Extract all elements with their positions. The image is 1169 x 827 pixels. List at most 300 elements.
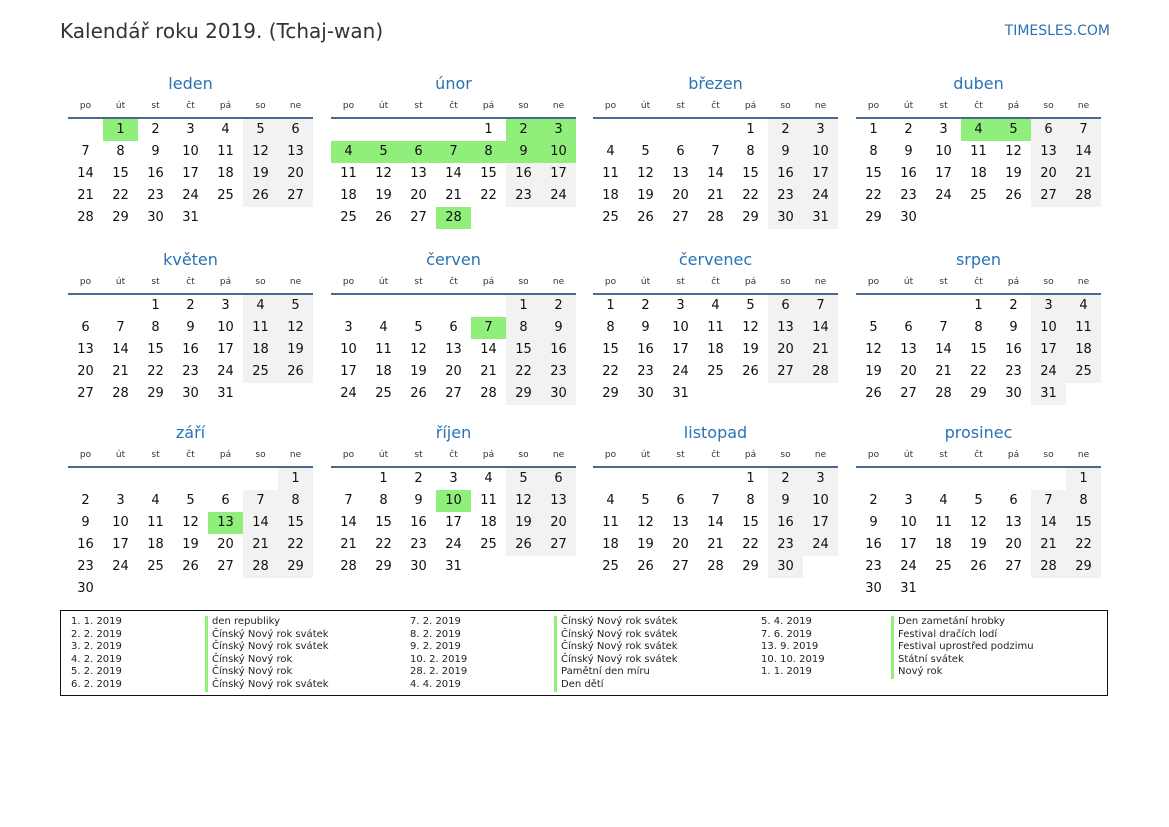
day-cell: 8 — [116, 144, 125, 159]
day-cell: 9 — [1009, 320, 1018, 335]
weekday-label: pá — [744, 450, 757, 460]
day-cell: 13 — [672, 166, 689, 181]
day-cell: 24 — [672, 364, 689, 379]
day-cell: 5 — [278, 295, 313, 317]
day-cell: 16 — [147, 166, 164, 181]
legend-date: 6. 2. 2019 — [71, 678, 122, 690]
day-spacer — [436, 295, 471, 317]
legend-holiday-name: Den dětí — [554, 679, 678, 692]
day-cell: 2 — [904, 122, 913, 137]
month-calendar — [856, 422, 1101, 600]
day-cell: 7 — [803, 295, 838, 317]
day-cell-holiday: 9 — [506, 141, 541, 163]
weekday-label: ne — [289, 101, 302, 111]
weekday-label: st — [939, 277, 948, 287]
day-cell: 13 — [541, 490, 576, 512]
month-calendar — [856, 249, 1101, 405]
day-cell: 11 — [217, 144, 234, 159]
weekday-label: po — [342, 277, 355, 287]
weekday-label: st — [939, 101, 948, 111]
day-cell: 22 — [865, 188, 882, 203]
day-cell: 14 — [480, 342, 497, 357]
day-cell: 3 — [803, 119, 838, 141]
day-cell: 12 — [1005, 144, 1022, 159]
day-cell: 21 — [1066, 163, 1101, 185]
weekday-label: po — [342, 101, 355, 111]
weekday-label: po — [604, 277, 617, 287]
day-cell: 5 — [414, 320, 423, 335]
day-cell: 14 — [935, 342, 952, 357]
weekday-label: so — [1043, 101, 1054, 111]
weekday-label: pá — [744, 101, 757, 111]
day-cell: 6 — [1009, 493, 1018, 508]
day-cell: 16 — [637, 342, 654, 357]
day-cell: 30 — [900, 210, 917, 225]
day-cell: 15 — [278, 512, 313, 534]
legend-date-column — [761, 616, 825, 679]
day-cell: 17 — [340, 364, 357, 379]
day-cell: 6 — [768, 295, 803, 317]
day-cell: 12 — [865, 342, 882, 357]
day-cell: 22 — [480, 188, 497, 203]
day-cell: 26 — [375, 210, 392, 225]
day-cell: 14 — [1066, 141, 1101, 163]
day-cell: 13 — [900, 342, 917, 357]
weekday-label: čt — [449, 450, 458, 460]
day-cell: 29 — [278, 556, 313, 578]
day-cell: 26 — [637, 559, 654, 574]
day-cell: 21 — [707, 537, 724, 552]
day-cell: 7 — [1031, 490, 1066, 512]
weekday-label: po — [604, 450, 617, 460]
day-grid — [68, 468, 313, 600]
weekday-label: po — [867, 450, 880, 460]
day-cell: 2 — [186, 298, 195, 313]
month-name: květen — [163, 250, 218, 269]
day-cell: 11 — [970, 144, 987, 159]
day-cell: 4 — [606, 493, 615, 508]
day-cell: 23 — [637, 364, 654, 379]
weekday-label: pá — [1007, 277, 1020, 287]
day-cell: 1 — [278, 468, 313, 490]
day-cell: 3 — [939, 122, 948, 137]
day-cell: 14 — [803, 317, 838, 339]
day-cell: 5 — [974, 493, 983, 508]
day-cell: 9 — [641, 320, 650, 335]
weekday-label: ne — [552, 101, 565, 111]
weekday-header — [331, 95, 576, 119]
month-name: červenec — [678, 250, 753, 269]
legend-holiday-name: Čínský Nový rok svátek — [554, 629, 678, 642]
weekday-label: út — [640, 277, 651, 287]
day-cell: 17 — [803, 512, 838, 534]
day-cell: 26 — [182, 559, 199, 574]
weekday-label: st — [676, 277, 685, 287]
weekday-header — [593, 95, 838, 119]
day-cell: 23 — [768, 185, 803, 207]
day-cell: 16 — [865, 537, 882, 552]
day-cell-holiday: 4 — [331, 141, 366, 163]
day-cell: 9 — [186, 320, 195, 335]
day-cell-holiday: 10 — [436, 490, 471, 512]
day-grid — [593, 295, 838, 405]
legend-date: 10. 10. 2019 — [761, 653, 825, 665]
day-cell: 12 — [742, 320, 759, 335]
weekday-label: so — [780, 101, 791, 111]
weekday-label: so — [255, 101, 266, 111]
day-cell: 28 — [340, 559, 357, 574]
legend-holiday-name: Čínský Nový rok svátek — [554, 654, 678, 667]
day-spacer — [68, 119, 103, 141]
day-cell-holiday: 1 — [103, 119, 138, 141]
day-cell: 17 — [935, 166, 952, 181]
month-calendar — [331, 73, 576, 229]
day-cell: 9 — [151, 144, 160, 159]
day-cell: 12 — [637, 515, 654, 530]
legend-holiday-name: Den zametání hrobky — [891, 616, 1034, 629]
weekday-label: út — [378, 450, 389, 460]
day-spacer — [663, 119, 698, 141]
day-cell: 12 — [637, 166, 654, 181]
day-cell: 30 — [865, 581, 882, 596]
weekday-header — [68, 271, 313, 295]
day-cell: 17 — [182, 166, 199, 181]
day-cell: 15 — [112, 166, 129, 181]
legend-date: 8. 2. 2019 — [410, 628, 461, 640]
day-cell-holiday: 5 — [996, 119, 1031, 141]
legend-date: 7. 2. 2019 — [410, 616, 461, 627]
day-cell: 9 — [869, 515, 878, 530]
day-cell: 26 — [1005, 188, 1022, 203]
legend-holiday-name: Festival dračích lodí — [891, 629, 1034, 642]
day-cell: 19 — [506, 512, 541, 534]
weekday-label: čt — [711, 101, 720, 111]
day-cell: 13 — [278, 141, 313, 163]
weekday-label: čt — [449, 101, 458, 111]
day-cell: 21 — [480, 364, 497, 379]
day-cell: 31 — [1031, 383, 1066, 405]
day-cell: 29 — [375, 559, 392, 574]
weekday-label: út — [903, 277, 914, 287]
day-cell: 21 — [77, 188, 94, 203]
weekday-label: pá — [482, 450, 495, 460]
day-cell-holiday: 2 — [506, 119, 541, 141]
weekday-label: st — [676, 101, 685, 111]
day-cell: 2 — [81, 493, 90, 508]
month-calendar — [593, 73, 838, 229]
day-cell: 6 — [221, 493, 230, 508]
weekday-label: so — [518, 101, 529, 111]
day-cell: 9 — [768, 141, 803, 163]
day-spacer — [471, 295, 506, 317]
day-cell: 6 — [278, 119, 313, 141]
day-cell: 12 — [278, 317, 313, 339]
day-cell: 13 — [672, 515, 689, 530]
day-grid — [68, 119, 313, 229]
day-cell: 10 — [340, 342, 357, 357]
day-cell: 5 — [186, 493, 195, 508]
holiday-legend — [60, 610, 1108, 696]
day-cell: 13 — [1031, 141, 1066, 163]
day-cell: 18 — [935, 537, 952, 552]
weekday-label: st — [151, 277, 160, 287]
day-cell-holiday: 7 — [436, 141, 471, 163]
day-cell: 1 — [974, 298, 983, 313]
day-spacer — [698, 119, 733, 141]
day-cell: 19 — [970, 537, 987, 552]
day-cell: 1 — [746, 471, 755, 486]
day-spacer — [331, 119, 366, 141]
day-cell: 23 — [1005, 364, 1022, 379]
day-cell: 7 — [939, 320, 948, 335]
day-cell: 18 — [217, 166, 234, 181]
day-cell: 8 — [869, 144, 878, 159]
day-cell: 22 — [112, 188, 129, 203]
day-spacer — [103, 295, 138, 317]
weekday-label: so — [255, 450, 266, 460]
day-cell: 28 — [803, 361, 838, 383]
day-cell: 3 — [904, 493, 913, 508]
day-cell: 23 — [768, 534, 803, 556]
weekday-label: út — [115, 101, 126, 111]
day-cell: 1 — [606, 298, 615, 313]
day-cell: 21 — [243, 534, 278, 556]
day-cell: 19 — [865, 364, 882, 379]
day-cell: 7 — [344, 493, 353, 508]
day-cell: 8 — [379, 493, 388, 508]
day-cell: 4 — [379, 320, 388, 335]
day-cell: 4 — [484, 471, 493, 486]
weekday-label: st — [414, 101, 423, 111]
day-cell: 1 — [746, 122, 755, 137]
day-cell: 2 — [768, 119, 803, 141]
day-cell: 24 — [935, 188, 952, 203]
day-cell: 17 — [445, 515, 462, 530]
day-cell: 27 — [445, 386, 462, 401]
day-spacer — [1031, 468, 1066, 490]
day-cell: 31 — [445, 559, 462, 574]
day-cell: 22 — [742, 188, 759, 203]
day-cell: 11 — [375, 342, 392, 357]
day-cell: 13 — [768, 317, 803, 339]
day-cell: 7 — [711, 144, 720, 159]
day-cell: 27 — [278, 185, 313, 207]
day-cell: 5 — [641, 144, 650, 159]
day-cell: 21 — [935, 364, 952, 379]
day-cell: 31 — [672, 386, 689, 401]
month-name: říjen — [435, 423, 472, 442]
day-cell: 29 — [742, 210, 759, 225]
day-cell: 23 — [182, 364, 199, 379]
weekday-label: po — [79, 277, 92, 287]
day-cell: 21 — [340, 537, 357, 552]
day-cell: 15 — [742, 166, 759, 181]
month-calendar — [68, 73, 313, 229]
day-cell: 22 — [970, 364, 987, 379]
weekday-label: pá — [1007, 450, 1020, 460]
day-cell: 18 — [602, 537, 619, 552]
day-cell: 8 — [1066, 490, 1101, 512]
day-cell: 8 — [974, 320, 983, 335]
day-cell: 20 — [768, 339, 803, 361]
day-cell: 20 — [1031, 163, 1066, 185]
day-spacer — [856, 468, 891, 490]
day-cell: 14 — [112, 342, 129, 357]
day-cell: 18 — [1066, 339, 1101, 361]
weekday-label: st — [414, 277, 423, 287]
weekday-label: so — [780, 277, 791, 287]
day-cell-holiday: 7 — [471, 317, 506, 339]
weekday-label: po — [79, 450, 92, 460]
day-cell: 25 — [480, 537, 497, 552]
day-spacer — [663, 468, 698, 490]
day-spacer — [628, 119, 663, 141]
day-cell: 22 — [506, 361, 541, 383]
day-cell: 9 — [904, 144, 913, 159]
day-cell: 19 — [742, 342, 759, 357]
day-cell: 8 — [151, 320, 160, 335]
day-cell: 31 — [182, 210, 199, 225]
day-cell: 27 — [217, 559, 234, 574]
legend-date: 7. 6. 2019 — [761, 628, 812, 640]
weekday-label: so — [518, 450, 529, 460]
day-cell: 28 — [1031, 556, 1066, 578]
weekday-label: čt — [186, 450, 195, 460]
day-cell: 21 — [112, 364, 129, 379]
day-spacer — [173, 468, 208, 490]
month-name: srpen — [955, 250, 1002, 269]
weekday-header — [856, 271, 1101, 295]
day-cell: 13 — [77, 342, 94, 357]
day-spacer — [891, 295, 926, 317]
weekday-label: út — [903, 450, 914, 460]
legend-date: 13. 9. 2019 — [761, 641, 819, 653]
day-cell: 25 — [340, 210, 357, 225]
day-cell: 27 — [900, 386, 917, 401]
day-cell: 5 — [641, 493, 650, 508]
day-cell: 27 — [77, 386, 94, 401]
weekday-label: čt — [711, 277, 720, 287]
day-cell: 16 — [410, 515, 427, 530]
weekday-header — [856, 444, 1101, 468]
day-cell: 9 — [81, 515, 90, 530]
day-cell: 17 — [803, 163, 838, 185]
day-cell: 4 — [606, 144, 615, 159]
legend-date-column — [410, 616, 467, 692]
day-cell: 7 — [711, 493, 720, 508]
day-cell: 10 — [1031, 317, 1066, 339]
day-cell: 3 — [116, 493, 125, 508]
day-spacer — [366, 295, 401, 317]
legend-holiday-name: den republiky — [205, 616, 329, 629]
day-cell: 4 — [939, 493, 948, 508]
day-cell: 29 — [970, 386, 987, 401]
weekday-label: čt — [186, 277, 195, 287]
day-cell: 11 — [243, 317, 278, 339]
site-link[interactable]: TIMESLES.COM — [1004, 23, 1110, 39]
day-cell: 23 — [506, 185, 541, 207]
day-cell: 22 — [602, 364, 619, 379]
day-spacer — [103, 468, 138, 490]
day-cell: 11 — [1066, 317, 1101, 339]
day-cell: 12 — [243, 141, 278, 163]
day-cell: 17 — [217, 342, 234, 357]
day-spacer — [856, 295, 891, 317]
legend-date: 28. 2. 2019 — [410, 666, 468, 678]
day-cell: 18 — [375, 364, 392, 379]
day-cell: 10 — [672, 320, 689, 335]
weekday-label: út — [378, 101, 389, 111]
day-cell-holiday: 4 — [961, 119, 996, 141]
day-cell: 26 — [865, 386, 882, 401]
day-cell: 28 — [243, 556, 278, 578]
day-cell: 2 — [869, 493, 878, 508]
day-cell: 3 — [803, 468, 838, 490]
day-cell: 29 — [742, 559, 759, 574]
day-cell: 16 — [900, 166, 917, 181]
day-cell: 25 — [970, 188, 987, 203]
weekday-label: so — [780, 450, 791, 460]
day-cell: 18 — [480, 515, 497, 530]
day-spacer — [926, 468, 961, 490]
weekday-label: st — [414, 450, 423, 460]
day-cell: 2 — [1009, 298, 1018, 313]
day-cell: 25 — [147, 559, 164, 574]
day-cell: 19 — [375, 188, 392, 203]
day-cell: 12 — [182, 515, 199, 530]
day-cell: 20 — [672, 537, 689, 552]
month-calendar — [331, 422, 576, 578]
day-cell: 19 — [243, 163, 278, 185]
day-cell: 17 — [1031, 339, 1066, 361]
day-spacer — [436, 119, 471, 141]
day-cell: 27 — [1005, 559, 1022, 574]
weekday-label: ne — [552, 277, 565, 287]
weekday-label: st — [151, 450, 160, 460]
day-cell: 23 — [541, 361, 576, 383]
weekday-label: út — [640, 101, 651, 111]
day-cell: 30 — [768, 556, 803, 578]
day-grid — [331, 295, 576, 405]
weekday-label: pá — [482, 277, 495, 287]
weekday-label: pá — [482, 101, 495, 111]
legend-name-column — [205, 616, 329, 692]
weekday-label: čt — [449, 277, 458, 287]
day-cell: 12 — [375, 166, 392, 181]
day-cell: 24 — [1031, 361, 1066, 383]
weekday-label: pá — [219, 450, 232, 460]
day-spacer — [961, 468, 996, 490]
day-cell: 1 — [506, 295, 541, 317]
day-cell: 4 — [1066, 295, 1101, 317]
day-cell: 1 — [1066, 468, 1101, 490]
day-cell: 10 — [900, 515, 917, 530]
day-grid — [856, 295, 1101, 405]
weekday-label: st — [939, 450, 948, 460]
day-cell: 31 — [900, 581, 917, 596]
day-cell: 2 — [768, 468, 803, 490]
legend-holiday-name: Státní svátek — [891, 654, 1034, 667]
legend-name-column — [891, 616, 1034, 679]
day-cell: 17 — [541, 163, 576, 185]
day-cell: 10 — [803, 141, 838, 163]
month-calendar — [593, 249, 838, 405]
day-cell: 17 — [672, 342, 689, 357]
month-name: prosinec — [944, 423, 1013, 442]
day-cell: 6 — [904, 320, 913, 335]
day-cell: 31 — [803, 207, 838, 229]
day-cell: 15 — [147, 342, 164, 357]
